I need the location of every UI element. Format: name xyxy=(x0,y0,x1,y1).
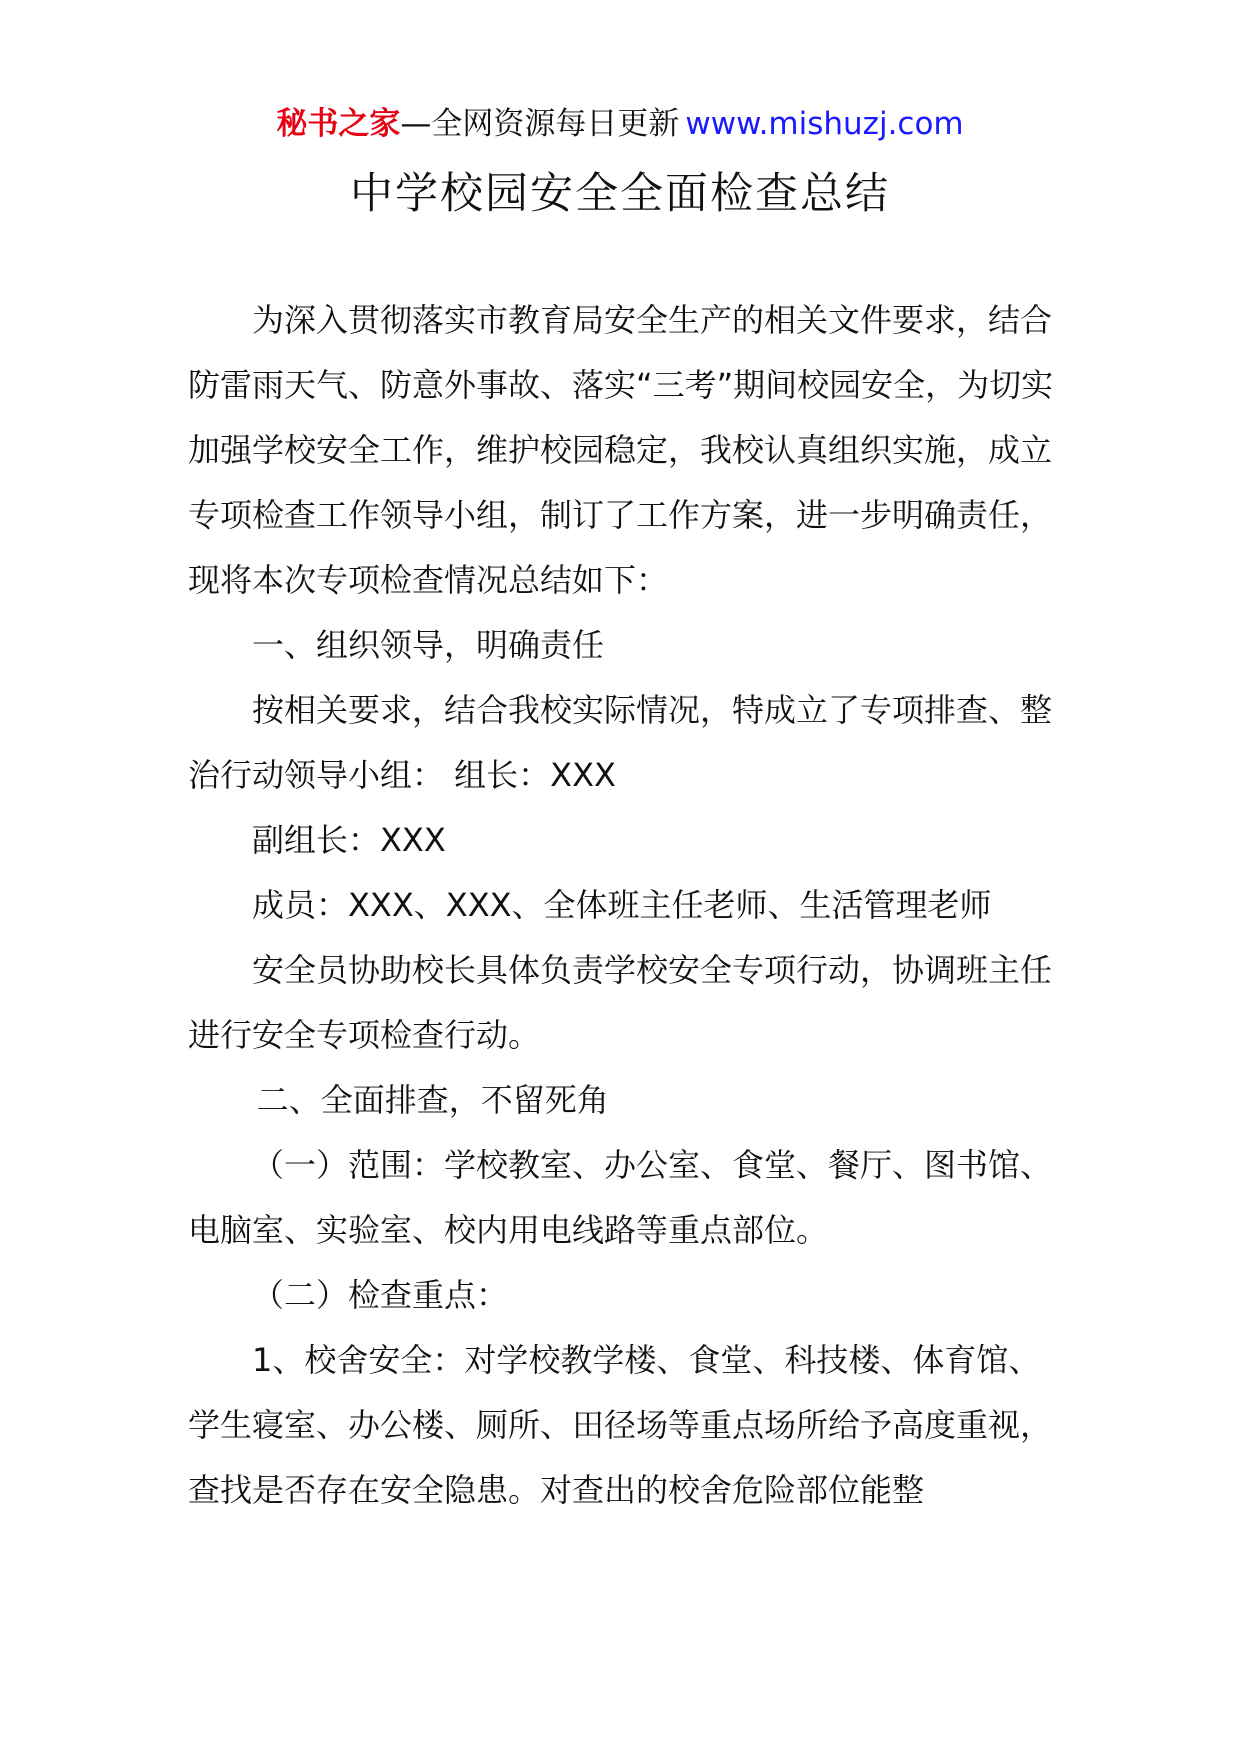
text-line: 为深入贯彻落实市教育局安全生产的相关文件要求， xyxy=(252,301,989,339)
section-heading: 二、全面排查，不留死角 xyxy=(256,1081,609,1119)
paragraph xyxy=(188,938,1068,1068)
text-line: 馆、电脑室、实验室、校内用电线路等重点部位。 xyxy=(188,1146,1053,1249)
document-title: 中学校园安全全面检查总结 xyxy=(350,169,890,219)
text-line: 组织实施，成立专项检查工作领导小组，制订了工作方案， xyxy=(188,431,1053,534)
text-line: 安全员协助校长具体负责学校安全专项行动，协调班 xyxy=(252,951,989,989)
text-line: 视，查找是否存在安全隐患。对查出的校舍危险部位能整 xyxy=(188,1406,1053,1509)
site-banner xyxy=(0,104,1240,144)
paragraph xyxy=(188,1328,1068,1523)
paragraph: 副组长：XXX xyxy=(252,821,446,859)
text-line: 1、校舍安全：对学校教学楼、食堂、科技楼、体育馆、 xyxy=(252,1341,1041,1379)
text-line: 进一步明确责任，现将本次专项检查情况总结如下： xyxy=(188,496,1053,599)
paragraph-intro xyxy=(188,288,1068,613)
text-line: （一）范围：学校教室、办公室、食堂、餐厅、图书 xyxy=(252,1146,989,1184)
text-line: 结合防雷雨天气、防意外事故、落实“三考”期间校园安 xyxy=(188,301,1053,404)
text-line: 全，为切实加强学校安全工作，维护校园稳定，我校认真 xyxy=(188,366,1054,469)
paragraph: 成员：XXX、XXX、全体班主任老师、生活管理老师 xyxy=(252,886,992,924)
paragraph xyxy=(188,1133,1068,1263)
section-heading: 一、组织领导，明确责任 xyxy=(252,626,605,664)
document-body xyxy=(188,288,1068,1523)
text-line: 主任进行安全专项检查行动。 xyxy=(188,951,1053,1054)
text-line: 整治行动领导小组： 组长：XXX xyxy=(188,691,1053,794)
text-line: 学生寝室、办公楼、厕所、田径场等重点场所给予高度重 xyxy=(188,1406,989,1444)
banner-slogan: —全网资源每日更新 xyxy=(400,106,680,142)
text-line: 按相关要求，结合我校实际情况，特成立了专项排查、 xyxy=(252,691,1021,729)
paragraph: （二）检查重点： xyxy=(252,1276,509,1314)
paragraph xyxy=(188,678,1068,808)
brand-name: 秘书之家 xyxy=(276,106,401,142)
site-url-link[interactable]: www.mishuzj.com xyxy=(685,106,964,142)
